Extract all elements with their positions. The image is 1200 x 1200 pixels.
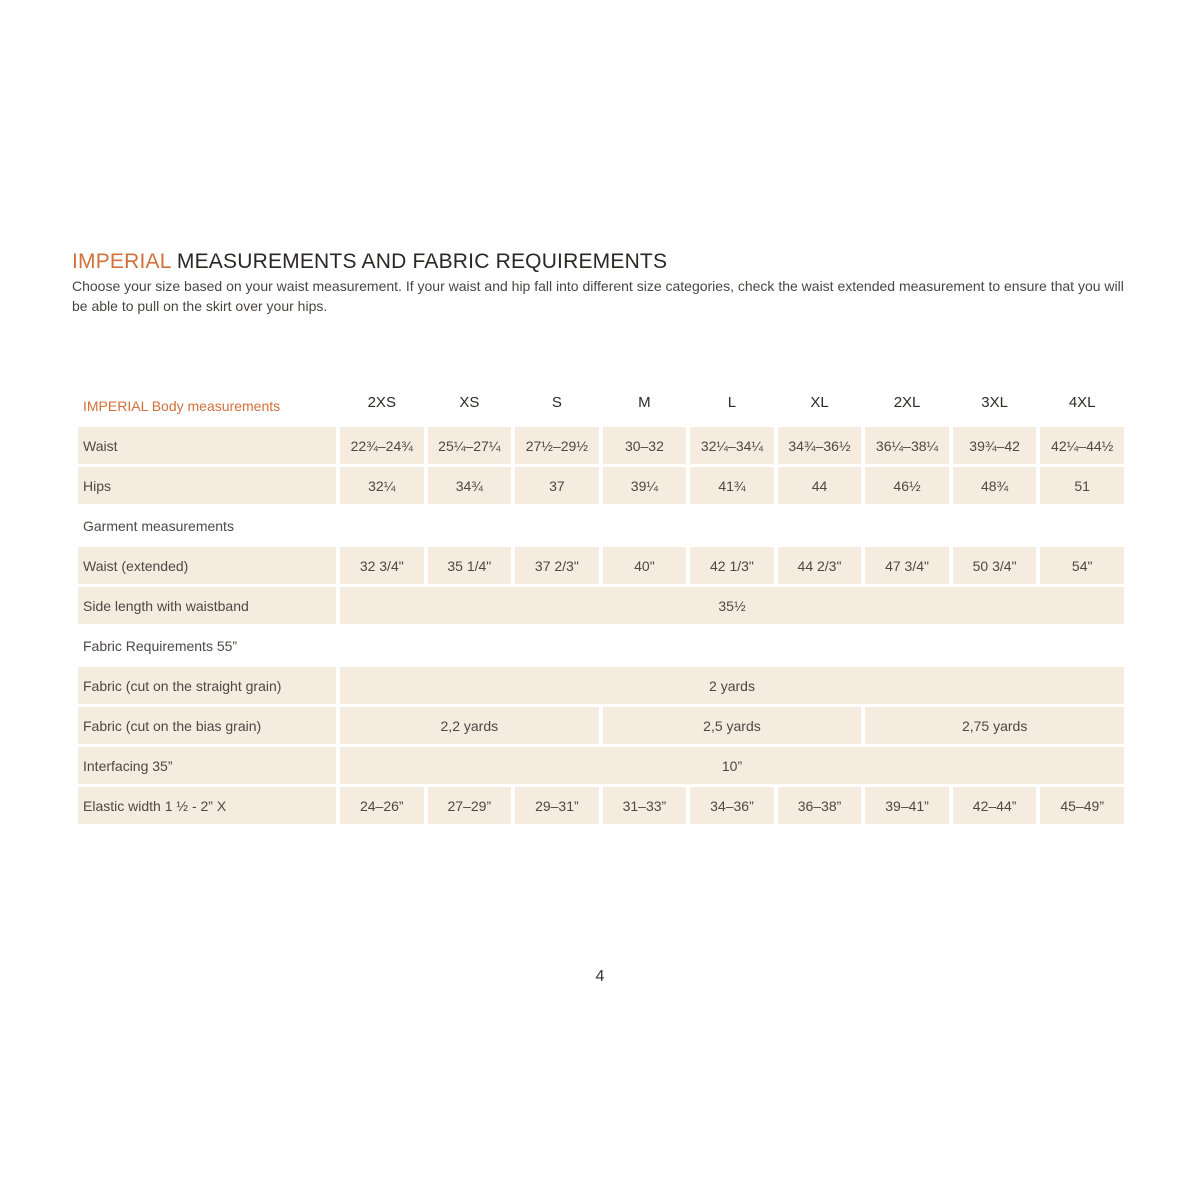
table-cell: 30–32	[603, 427, 687, 464]
table-cell: 41¾	[690, 467, 774, 504]
title-rest: MEASUREMENTS AND FABRIC REQUIREMENTS	[176, 250, 668, 273]
table-cell: 24–26”	[340, 787, 424, 824]
table-cell: 37	[515, 467, 599, 504]
size-header: 4XL	[1068, 394, 1096, 411]
table-cell: 27½–29½	[515, 427, 599, 464]
row-label: Waist (extended)	[78, 547, 336, 584]
elastic-row	[78, 787, 1124, 824]
table-cell: 22¾–24¾	[340, 427, 424, 464]
size-header: M	[638, 394, 651, 411]
row-label: Waist	[78, 427, 336, 464]
table-cell: 32 3/4"	[340, 547, 424, 584]
table-cell: 40"	[603, 547, 687, 584]
table-cell: 34¾–36½	[778, 427, 862, 464]
waist-row	[78, 427, 1124, 464]
table-cell: 31–33”	[603, 787, 687, 824]
table-cell: 10”	[340, 747, 1124, 784]
table-cell: 39–41”	[865, 787, 949, 824]
row-label: Elastic width 1 ½ - 2” X	[78, 787, 336, 824]
row-label: Side length with waistband	[78, 587, 336, 624]
table-cell: 29–31”	[515, 787, 599, 824]
table-cell: 34–36”	[690, 787, 774, 824]
table-cell: 51	[1040, 467, 1124, 504]
table-cell: 35½	[340, 587, 1124, 624]
table-cell: 32¼	[340, 467, 424, 504]
table-cell: 27–29”	[428, 787, 512, 824]
table-cell: 32¼–34¼	[690, 427, 774, 464]
table-cell: 42–44”	[953, 787, 1037, 824]
intro-paragraph: Choose your size based on your waist measurement. If your waist and hip fall into different size categories, check the waist extended measurement to ensure that you will be able to pull on the skirt over your hips.	[72, 278, 1124, 314]
row-label: Fabric (cut on the straight grain)	[78, 667, 336, 704]
table-cell: 48¾	[953, 467, 1037, 504]
table-cell: 44	[778, 467, 862, 504]
size-header: L	[727, 394, 737, 411]
row-label: Fabric (cut on the bias grain)	[78, 707, 336, 744]
table-cell: 36–38”	[778, 787, 862, 824]
row-label: Interfacing 35”	[78, 747, 336, 784]
table-cell: 46½	[865, 467, 949, 504]
table-cell: 35 1/4"	[428, 547, 512, 584]
garment-section-row	[78, 507, 1124, 544]
table-cell: 50 3/4"	[953, 547, 1037, 584]
table-cell: 54"	[1040, 547, 1124, 584]
header-row	[78, 381, 1124, 424]
table-cell: 42 1/3"	[690, 547, 774, 584]
section-label: Garment measurements	[83, 517, 234, 534]
size-header: 2XL	[893, 394, 921, 411]
table-cell: 25¼–27¼	[428, 427, 512, 464]
hips-row	[78, 467, 1124, 504]
table-cell: 2,75 yards	[865, 707, 1124, 744]
table-cell: 36¼–38¼	[865, 427, 949, 464]
size-header: 3XL	[981, 394, 1008, 411]
size-header: XS	[459, 394, 480, 411]
page-title	[72, 250, 667, 274]
size-header: S	[551, 394, 562, 411]
header-label: IMPERIAL Body measurements	[83, 397, 281, 414]
side-length-row	[78, 587, 1124, 624]
title-accent: IMPERIAL	[72, 250, 171, 273]
table-cell: 45–49”	[1040, 787, 1124, 824]
row-label: Hips	[78, 467, 336, 504]
table-cell: 2 yards	[340, 667, 1124, 704]
page-number: 4	[595, 968, 605, 985]
table-cell: 2,5 yards	[603, 707, 862, 744]
interfacing-row	[78, 747, 1124, 784]
measurements-table	[74, 378, 1128, 827]
fabric-straight-row	[78, 667, 1124, 704]
size-header: XL	[810, 394, 829, 411]
size-header: 2XS	[367, 394, 396, 411]
table-cell: 2,2 yards	[340, 707, 599, 744]
section-label: Fabric Requirements 55”	[83, 637, 238, 654]
table-cell: 44 2/3"	[778, 547, 862, 584]
fabric-section-row	[78, 627, 1124, 664]
table-cell: 42¼–44½	[1040, 427, 1124, 464]
fabric-bias-row	[78, 707, 1124, 744]
waist-extended-row	[78, 547, 1124, 584]
table-cell: 39¾–42	[953, 427, 1037, 464]
table-cell: 37 2/3"	[515, 547, 599, 584]
table-cell: 47 3/4"	[865, 547, 949, 584]
table-cell: 34¾	[428, 467, 512, 504]
table-cell: 39¼	[603, 467, 687, 504]
